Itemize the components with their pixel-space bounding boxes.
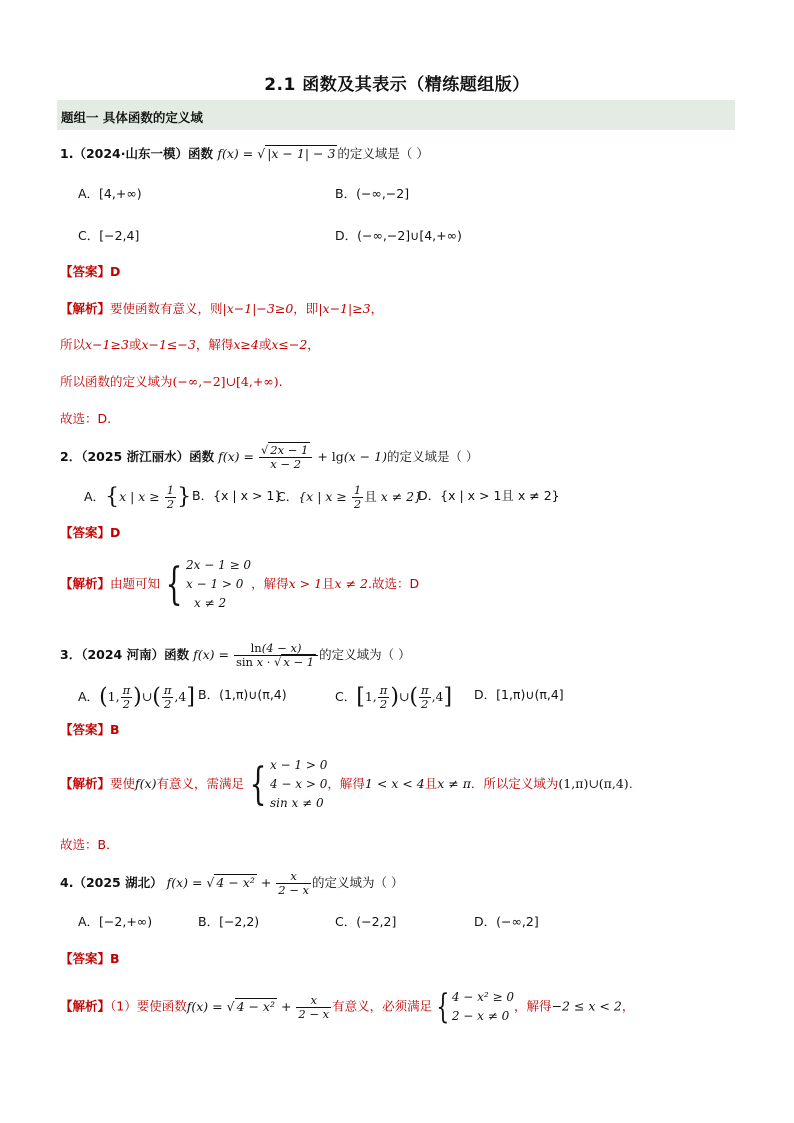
text: ，解得 [514, 998, 552, 1014]
q4-analysis [60, 988, 634, 1026]
q3-conclusion: 故选：B． [60, 837, 119, 852]
math: |x−1|≥3 [318, 301, 371, 316]
q1-option-d: D．(−∞,−2]∪[4,+∞) [335, 228, 462, 243]
q3-system: { x − 1 > 0 4 − x > 0 sin x ≠ 0 [244, 756, 327, 813]
answer-label: 【答案】 [60, 722, 111, 737]
analysis-label: 【解析】 [60, 776, 111, 791]
section-title: 题组一 具体函数的定义域 [61, 110, 203, 125]
math: 1 < x < 4 [364, 776, 425, 791]
analysis-label: 【解析】 [60, 998, 111, 1014]
q1-option-b: B．(−∞,−2] [335, 186, 410, 201]
question-3 [60, 642, 411, 669]
math: x−1≥3 [85, 337, 129, 352]
q1-function: f(x) = √ |x − 1| − 3 [217, 146, 336, 161]
q4-option-a: A．[−2,+∞) [78, 914, 153, 929]
q2-option-a: A．{x | x ≥ $\frac{1}{2}$ } [84, 483, 192, 511]
text: 所以函数的定义域为 [60, 374, 173, 389]
q3-answer [60, 721, 120, 739]
question-4 [60, 870, 404, 897]
answer-label: 【答案】 [60, 525, 111, 540]
question-1 [60, 145, 429, 163]
text: . [628, 776, 633, 791]
text: ，解得 [195, 337, 234, 352]
answer-value: B [110, 951, 120, 966]
math: x ≠ π [437, 776, 471, 791]
q1-conclusion: 故选：D. [60, 411, 112, 426]
q1-head: 1.（2024·山东一模）函数 [60, 146, 213, 161]
q1-analysis-line-3 [60, 373, 283, 391]
q3-head: 3．（2024 河南）函数 [60, 647, 190, 662]
math: x > 1 [288, 576, 323, 591]
q2-function: f(x) = $\frac{√ 2x - 1}{x - 2}$ + lg(x − 1) [218, 443, 387, 471]
q4-tail: 的定义域为（ ） [312, 875, 404, 890]
q4-answer [60, 950, 120, 968]
q2-head: 2．（2025 浙江丽水）函数 [60, 449, 215, 464]
math: x≥4 [233, 337, 259, 352]
text: ， [307, 337, 320, 352]
option-label: A． [78, 689, 100, 704]
text: ， [621, 998, 635, 1014]
q2-analysis [60, 556, 419, 613]
q1-analysis-line-2 [60, 336, 320, 354]
system-row: x − 1 > 0 [186, 577, 244, 591]
system-row: sin x ≠ 0 [269, 796, 324, 810]
answer-label: 【答案】 [60, 264, 111, 279]
math: (−∞,−2]∪[4,+∞) [172, 374, 279, 389]
analysis-label: 【解析】 [60, 301, 111, 316]
q4-head: 4.（2025 湖北） [60, 875, 163, 890]
text: 要使函数有意义，则 [110, 301, 223, 316]
q4-function-inline: f(x) = √ 4 − x² + $\frac{x}{2 - x}$ [186, 992, 330, 1021]
text: ，即 [293, 301, 319, 316]
q3-option-a: A．(1, $\frac{\pi}{2}$ )∪( $\frac{\pi}{2}$ ,4] [78, 683, 195, 711]
text: 或 [258, 337, 272, 352]
math: f(x) [135, 776, 157, 791]
system-row: x − 1 > 0 [269, 758, 328, 772]
q4-system: { 4 − x² ≥ 0 2 − x ≠ 0 [436, 987, 515, 1027]
text: 有意义，必须满足 [332, 998, 433, 1014]
option-label: A． [84, 489, 106, 504]
q3-option-c: C．[1, $\frac{\pi}{2}$ )∪( $\frac{\pi}{2}$ ,4] [335, 683, 453, 711]
text: 所以 [60, 337, 86, 352]
text: ，解得 [251, 576, 289, 591]
q2-answer [60, 524, 120, 542]
text: 且 [322, 576, 335, 591]
q2-option-c: C．{x | x ≥ $\frac{1}{2}$ 且 x ≠ 2} [277, 483, 423, 511]
question-2 [60, 444, 478, 471]
section-header [57, 100, 735, 130]
q2-tail: 的定义域是（ ） [386, 449, 479, 464]
system-row: 4 − x > 0 [269, 777, 328, 791]
q4-function: f(x) = √ 4 − x² + $\frac{x}{2 - x}$ [166, 869, 310, 897]
math: (1,π)∪(π,4) [558, 776, 629, 791]
q3-option-b: B．(1,π)∪(π,4) [198, 687, 287, 702]
answer-value: D [110, 525, 121, 540]
text: 有意义，需满足 [156, 776, 244, 791]
page-title: 2.1 函数及其表示（精练题组版） [264, 75, 530, 95]
text: 由题可知 [110, 576, 161, 591]
text: . [278, 374, 283, 389]
text: .故选：D [367, 576, 420, 591]
math: |x−1|−3≥0 [222, 301, 294, 316]
q1-answer [60, 263, 120, 281]
answer-label: 【答案】 [60, 951, 111, 966]
text: 或 [128, 337, 142, 352]
answer-value: D [110, 264, 121, 279]
math: x−1≤−3 [141, 337, 196, 352]
q1-analysis-line-1 [60, 300, 383, 318]
system-row: 2 − x ≠ 0 [451, 1009, 510, 1023]
math: −2 ≤ x < 2 [551, 998, 622, 1014]
q1-tail: 的定义域是（ ） [337, 146, 429, 161]
q2-option-d: D．{x | x > 1且 x ≠ 2} [418, 488, 560, 503]
text: 且 [424, 776, 438, 791]
q3-function: f(x) = $\frac{\ln(4 - x)}{\text{sin x · √ x − 1}}$ [193, 647, 319, 662]
q3-option-d: D．[1,π)∪(π,4] [474, 687, 564, 702]
system-row: x ≠ 2 [194, 596, 227, 610]
answer-value: B [110, 722, 120, 737]
q4-option-c: C．(−2,2] [335, 914, 397, 929]
system-row: 4 − x² ≥ 0 [451, 990, 515, 1004]
q3-analysis [60, 756, 633, 813]
text: ， [370, 301, 384, 316]
text: 要使 [110, 776, 136, 791]
q2-option-b: B．{x | x > 1} [192, 488, 283, 503]
text: ，解得 [327, 776, 365, 791]
q1-option-a: A．[4,+∞) [78, 186, 142, 201]
option-label: C． [335, 689, 357, 704]
system-row: 2x − 1 ≥ 0 [186, 558, 252, 572]
text: ．所以定义域为 [470, 776, 559, 791]
q1-option-c: C．[−2,4] [78, 228, 140, 243]
text: （1）要使函数 [110, 998, 187, 1014]
q2-system: { 2x − 1 ≥ 0 x − 1 > 0 x ≠ 2 [160, 556, 251, 613]
q4-option-b: B．[−2,2) [198, 914, 260, 929]
math: x≤−2 [271, 337, 308, 352]
option-label: C． [277, 489, 299, 504]
analysis-label: 【解析】 [60, 576, 111, 591]
math: x ≠ 2 [334, 576, 368, 591]
q4-option-d: D．(−∞,2] [474, 914, 539, 929]
q3-tail: 的定义域为（ ） [319, 647, 411, 662]
